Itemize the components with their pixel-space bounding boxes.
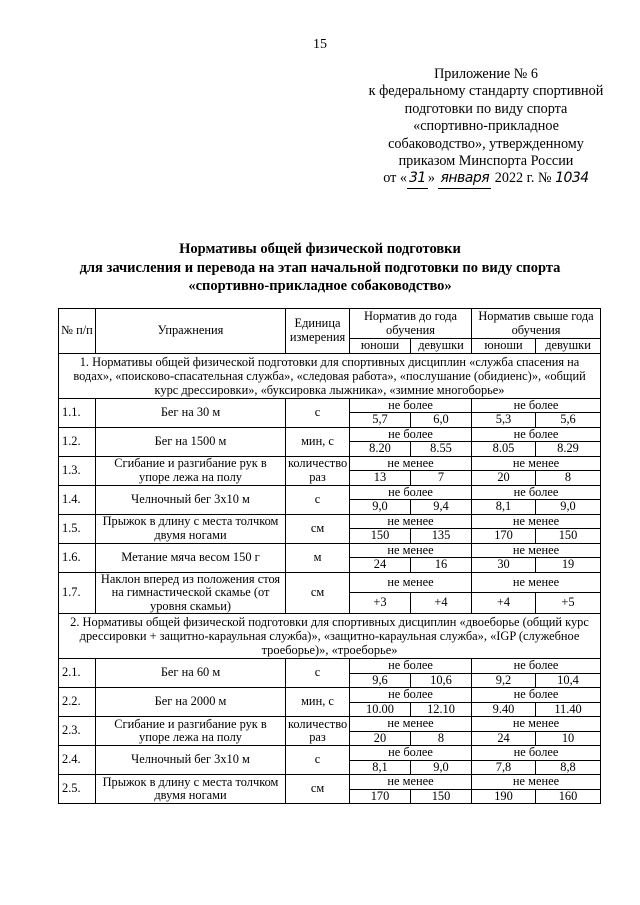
row-number: 1.1. [59,398,96,427]
condition-first-year: не менее [350,717,472,732]
section-title: 1. Нормативы общей физической подготовки для спортивных дисциплин «служба спасения на водах», «поисково-спасательная служба», «следовая работа», «послушание (обидиенс)», «общий курс дрессировки», «буксировка лыжника», «зимние многоборье» [59,353,601,398]
exercise-name: Прыжок в длину с места толчком двумя ногами [96,775,286,804]
value-girls-first-year: 12.10 [411,702,472,717]
exercise-name: Метание мяча весом 150 г [96,543,286,572]
exercise-name: Бег на 60 м [96,659,286,688]
unit: см [286,514,350,543]
unit: количество раз [286,717,350,746]
row-number: 1.3. [59,456,96,485]
table-row [59,659,601,674]
standards-table [58,308,601,804]
condition-after-first-year: не менее [472,543,601,558]
appendix-line: подготовки по виду спорта [404,100,568,117]
row-number: 2.5. [59,775,96,804]
exercise-name: Прыжок в длину с места толчком двумя ногами [96,514,286,543]
value-girls-after: 160 [536,789,601,804]
value-girls-first-year: 6,0 [411,413,472,428]
document-title [0,240,640,296]
value-girls-after: 10 [536,731,601,746]
condition-first-year: не более [350,688,472,703]
value-boys-after: 8.05 [472,442,536,457]
appendix-line: Приложение № 6 [434,66,538,82]
value-boys-first-year: 20 [350,731,411,746]
condition-first-year: не менее [350,543,472,558]
exercise-name: Бег на 2000 м [96,688,286,717]
row-number: 2.2. [59,688,96,717]
condition-after-first-year: не более [472,688,601,703]
value-boys-first-year: 9,6 [350,673,411,688]
condition-first-year: не более [350,427,472,442]
condition-first-year: не более [350,746,472,761]
header-norm-after-first-year: Норматив свыше года обучения [472,309,601,339]
unit: с [286,659,350,688]
value-boys-after: 24 [472,731,536,746]
value-boys-after: 170 [472,529,536,544]
value-girls-after: 5,6 [536,413,601,428]
condition-first-year: не менее [350,775,472,790]
value-boys-first-year: 10.00 [350,702,411,717]
value-girls-after: 9,0 [536,500,601,515]
row-number: 1.6. [59,543,96,572]
exercise-name: Сгибание и разгибание рук в упоре лежа на полу [96,456,286,485]
exercise-name: Сгибание и разгибание рук в упоре лежа на полу [96,717,286,746]
header-norm-first-year: Норматив до года обучения [350,309,472,339]
exercise-name: Наклон вперед из положения стоя на гимнастической скамье (от уровня скамьи) [96,572,286,614]
unit: см [286,775,350,804]
unit: м [286,543,350,572]
condition-after-first-year: не более [472,427,601,442]
row-number: 1.2. [59,427,96,456]
value-girls-after: 150 [536,529,601,544]
section-title: 2. Нормативы общей физической подготовки для спортивных дисциплин «двоеборье (общий курс дрессировки + защитно-караульная служба)», «защитно-караульная служба», «IGP (служебное троеборье)», «троеборье» [59,614,601,659]
value-girls-after: 8.29 [536,442,601,457]
exercise-name: Бег на 1500 м [96,427,286,456]
condition-after-first-year: не менее [472,456,601,471]
value-boys-after: +4 [472,593,536,614]
title-line-1: Нормативы общей физической подготовки [179,241,461,257]
table-row [59,746,601,761]
table-row [59,717,601,732]
value-girls-after: 19 [536,558,601,573]
row-number: 1.4. [59,485,96,514]
unit: с [286,746,350,775]
section-row [59,353,601,398]
date-year: 2022 г. № [494,170,552,187]
table-row [59,775,601,790]
date-mid: » [427,170,435,187]
appendix-date-line [336,170,636,188]
value-girls-first-year: 9,4 [411,500,472,515]
condition-after-first-year: не более [472,485,601,500]
value-boys-first-year: 9,0 [350,500,411,515]
value-girls-first-year: 8.55 [411,442,472,457]
table-row [59,514,601,529]
exercise-name: Челночный бег 3х10 м [96,485,286,514]
table-row [59,572,601,593]
condition-after-first-year: не более [472,398,601,413]
appendix-line: приказом Минспорта России [398,153,574,170]
handwritten-month: января [438,170,491,188]
table-row [59,427,601,442]
header-unit: Единица измерения [286,309,350,354]
appendix-line: «спортивно-прикладное [413,118,559,135]
table-row [59,543,601,558]
row-number: 2.3. [59,717,96,746]
header-boys: юноши [472,339,536,354]
row-number: 2.1. [59,659,96,688]
value-boys-first-year: +3 [350,593,411,614]
condition-after-first-year: не менее [472,572,601,593]
condition-first-year: не менее [350,456,472,471]
value-boys-first-year: 5,7 [350,413,411,428]
condition-first-year: не более [350,398,472,413]
unit: с [286,398,350,427]
unit: количество раз [286,456,350,485]
value-boys-after: 9,2 [472,673,536,688]
table-row [59,485,601,500]
header-girls: девушки [411,339,472,354]
condition-first-year: не более [350,485,472,500]
value-girls-first-year: 9,0 [411,760,472,775]
value-boys-after: 8,1 [472,500,536,515]
value-boys-after: 190 [472,789,536,804]
value-girls-first-year: 135 [411,529,472,544]
row-number: 1.5. [59,514,96,543]
value-girls-first-year: 7 [411,471,472,486]
table-row [59,688,601,703]
value-boys-first-year: 150 [350,529,411,544]
value-girls-first-year: 16 [411,558,472,573]
condition-after-first-year: не менее [472,717,601,732]
value-girls-after: +5 [536,593,601,614]
unit: с [286,485,350,514]
appendix-line: к федеральному стандарту спортивной [368,83,604,100]
condition-after-first-year: не менее [472,775,601,790]
date-prefix: от « [383,170,408,187]
unit: мин, с [286,427,350,456]
value-boys-after: 5,3 [472,413,536,428]
value-boys-after: 9.40 [472,702,536,717]
value-boys-after: 7,8 [472,760,536,775]
value-girls-first-year: 150 [411,789,472,804]
title-line-3: «спортивно-прикладное собаководство» [188,278,452,294]
condition-after-first-year: не более [472,659,601,674]
value-boys-first-year: 170 [350,789,411,804]
table-row [59,398,601,413]
condition-after-first-year: не менее [472,514,601,529]
value-boys-first-year: 24 [350,558,411,573]
exercise-name: Бег на 30 м [96,398,286,427]
value-girls-first-year: +4 [411,593,472,614]
value-boys-first-year: 8.20 [350,442,411,457]
header-girls: девушки [536,339,601,354]
title-line-2: для зачисления и перевода на этап начальной подготовки по виду спорта [79,259,561,276]
condition-first-year: не более [350,659,472,674]
handwritten-day: 31 [407,170,428,188]
table-row [59,456,601,471]
value-boys-first-year: 13 [350,471,411,486]
section-row [59,614,601,659]
condition-first-year: не менее [350,514,472,529]
value-boys-after: 20 [472,471,536,486]
row-number: 2.4. [59,746,96,775]
unit: см [286,572,350,614]
appendix-block [336,66,636,189]
table-body [59,353,601,804]
page-number: 15 [313,37,327,52]
value-girls-after: 8,8 [536,760,601,775]
value-girls-first-year: 8 [411,731,472,746]
header-exercise: Упражнения [96,309,286,354]
condition-first-year: не менее [350,572,472,593]
header-boys: юноши [350,339,411,354]
value-girls-after: 10,4 [536,673,601,688]
row-number: 1.7. [59,572,96,614]
value-girls-after: 8 [536,471,601,486]
header-num: № п/п [59,309,96,354]
handwritten-order-number: 1034 [555,170,589,187]
condition-after-first-year: не более [472,746,601,761]
value-girls-first-year: 10,6 [411,673,472,688]
appendix-line: собаководство», утвержденному [388,135,584,152]
exercise-name: Челночный бег 3х10 м [96,746,286,775]
value-boys-after: 30 [472,558,536,573]
value-girls-after: 11.40 [536,702,601,717]
unit: мин, с [286,688,350,717]
value-boys-first-year: 8,1 [350,760,411,775]
